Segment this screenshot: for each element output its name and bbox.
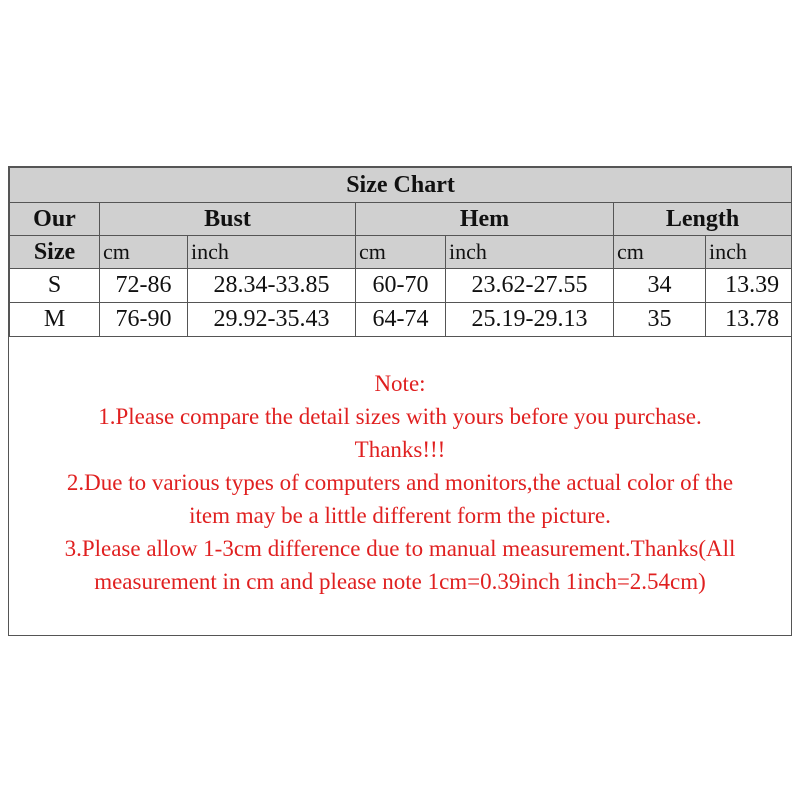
length-cm-cell: 34 [614, 269, 706, 303]
note-line: Thanks!!! [354, 437, 446, 462]
bust-inch-unit: inch [188, 236, 356, 269]
length-inch-unit: inch [706, 236, 792, 269]
hem-cm-unit: cm [356, 236, 446, 269]
length-inch-cell: 13.39 [706, 269, 792, 303]
note-line: 2.Due to various types of computers and monitors,the actual color of the [66, 470, 734, 495]
bust-inch-cell: 28.34-33.85 [188, 269, 356, 303]
note-line: 1.Please compare the detail sizes with yours before you purchase. [98, 404, 702, 429]
note-line: item may be a little different form the picture. [189, 503, 611, 528]
notes-section [9, 367, 791, 598]
hem-inch-unit: inch [446, 236, 614, 269]
size-chart [8, 166, 792, 636]
chart-title: Size Chart [10, 168, 792, 203]
bust-inch-cell: 29.92-35.43 [188, 303, 356, 337]
table-row [10, 303, 792, 337]
length-header: Length [614, 203, 792, 236]
size-header-line1: Our [10, 203, 100, 236]
hem-inch-cell: 25.19-29.13 [446, 303, 614, 337]
hem-inch-cell: 23.62-27.55 [446, 269, 614, 303]
bust-cm-cell: 72-86 [100, 269, 188, 303]
note-heading: Note: [374, 371, 426, 396]
hem-cm-cell: 64-74 [356, 303, 446, 337]
size-cell: M [10, 303, 100, 337]
size-header-line2: Size [10, 236, 100, 269]
bust-cm-cell: 76-90 [100, 303, 188, 337]
table-row [10, 269, 792, 303]
size-cell: S [10, 269, 100, 303]
hem-header: Hem [356, 203, 614, 236]
note-line: measurement in cm and please note 1cm=0.39inch 1inch=2.54cm) [94, 569, 706, 594]
bust-header: Bust [100, 203, 356, 236]
length-cm-cell: 35 [614, 303, 706, 337]
length-inch-cell: 13.78 [706, 303, 792, 337]
length-cm-unit: cm [614, 236, 706, 269]
bust-cm-unit: cm [100, 236, 188, 269]
hem-cm-cell: 60-70 [356, 269, 446, 303]
size-table [9, 167, 792, 337]
note-line: 3.Please allow 1-3cm difference due to manual measurement.Thanks(All [64, 536, 736, 561]
